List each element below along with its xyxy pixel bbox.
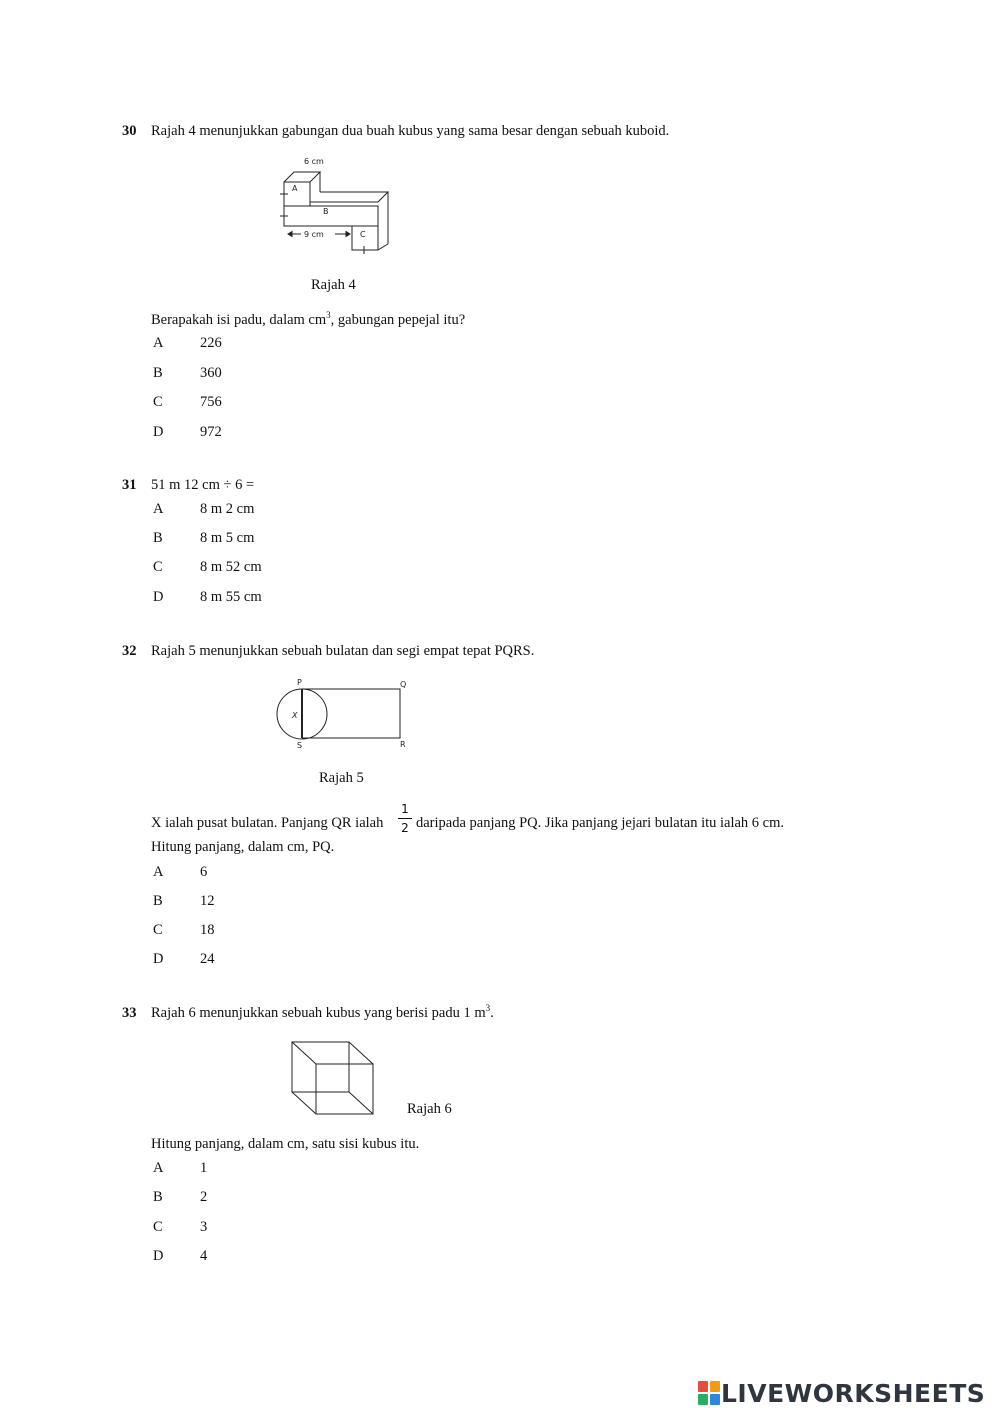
question-text-after: daripada panjang PQ. Jika panjang jejari bulatan itu ialah 6 cm. [416,815,785,831]
option-value[interactable]: 360 [200,365,222,381]
option-letter: D [153,424,164,440]
question-number: 33 [122,1005,137,1021]
label-x: X [292,711,298,720]
rajah-6-figure [288,1038,378,1118]
figure-caption: Rajah 6 [407,1101,452,1117]
option-value[interactable]: 1 [200,1160,208,1176]
option-letter: A [153,335,164,351]
label-a: A [292,184,298,193]
option-value[interactable]: 3 [200,1219,208,1235]
fraction-denominator: 2 [401,821,409,835]
liveworksheets-logo [697,1377,985,1409]
question-stem: Rajah 5 menunjukkan sebuah bulatan dan segi empat tepat PQRS. [151,643,535,659]
option-value[interactable]: 4 [200,1248,208,1264]
option-letter: C [153,922,163,938]
option-value[interactable]: 756 [200,394,222,410]
rajah-4-figure [274,154,396,258]
question-prompt: Hitung panjang, dalam cm, satu sisi kubus itu. [151,1136,420,1152]
option-value[interactable]: 12 [200,893,215,909]
option-letter: A [153,501,164,517]
option-value[interactable]: 8 m 5 cm [200,530,255,546]
option-letter: B [153,365,163,381]
label-s: S [297,741,303,750]
option-letter: C [153,1219,163,1235]
fraction [398,802,412,835]
option-value[interactable]: 2 [200,1189,208,1205]
option-letter: C [153,394,163,410]
option-letter: C [153,559,163,575]
logo-text: LIVEWORKSHEETS [721,1378,986,1408]
label-b: B [323,207,329,216]
option-letter: B [153,530,163,546]
option-letter: D [153,1248,164,1264]
question-stem: 51 m 12 cm ÷ 6 = [151,477,255,493]
question-number: 31 [122,477,137,493]
top-length-label: 6 cm [304,157,324,166]
fraction-bar [398,818,412,819]
option-value[interactable]: 6 [200,864,208,880]
width-label: 9 cm [304,230,324,239]
option-value[interactable]: 8 m 55 cm [200,589,262,605]
option-value[interactable]: 24 [200,951,215,967]
question-prompt: Hitung panjang, dalam cm, PQ. [151,839,335,855]
rajah-5-figure [272,676,414,752]
option-letter: B [153,893,163,909]
figure-caption: Rajah 4 [311,277,356,293]
option-letter: A [153,1160,164,1176]
question-stem: Rajah 4 menunjukkan gabungan dua buah kubus yang sama besar dengan sebuah kuboid. [151,123,670,139]
fraction-numerator: 1 [401,802,409,816]
question-prompt: Berapakah isi padu, dalam $cm^3$, gabungan pepejal itu? [151,310,466,328]
label-r: R [400,740,406,749]
label-p: P [297,678,302,687]
option-value[interactable]: 8 m 52 cm [200,559,262,575]
question-number: 30 [122,123,137,139]
logo-grid-icon [697,1380,721,1406]
figure-caption: Rajah 5 [319,770,364,786]
option-letter: D [153,951,164,967]
option-value[interactable]: 226 [200,335,222,351]
option-value[interactable]: 972 [200,424,222,440]
option-letter: D [153,589,164,605]
question-stem: Rajah 6 menunjukkan sebuah kubus yang berisi padu 1 $m^3$. [151,1003,494,1021]
option-value[interactable]: 8 m 2 cm [200,501,255,517]
option-value[interactable]: 18 [200,922,215,938]
label-q: Q [400,680,407,689]
question-text-before: X ialah pusat bulatan. Panjang QR ialah [151,815,384,831]
label-c: C [360,230,366,239]
option-letter: A [153,864,164,880]
question-number: 32 [122,643,137,659]
option-letter: B [153,1189,163,1205]
